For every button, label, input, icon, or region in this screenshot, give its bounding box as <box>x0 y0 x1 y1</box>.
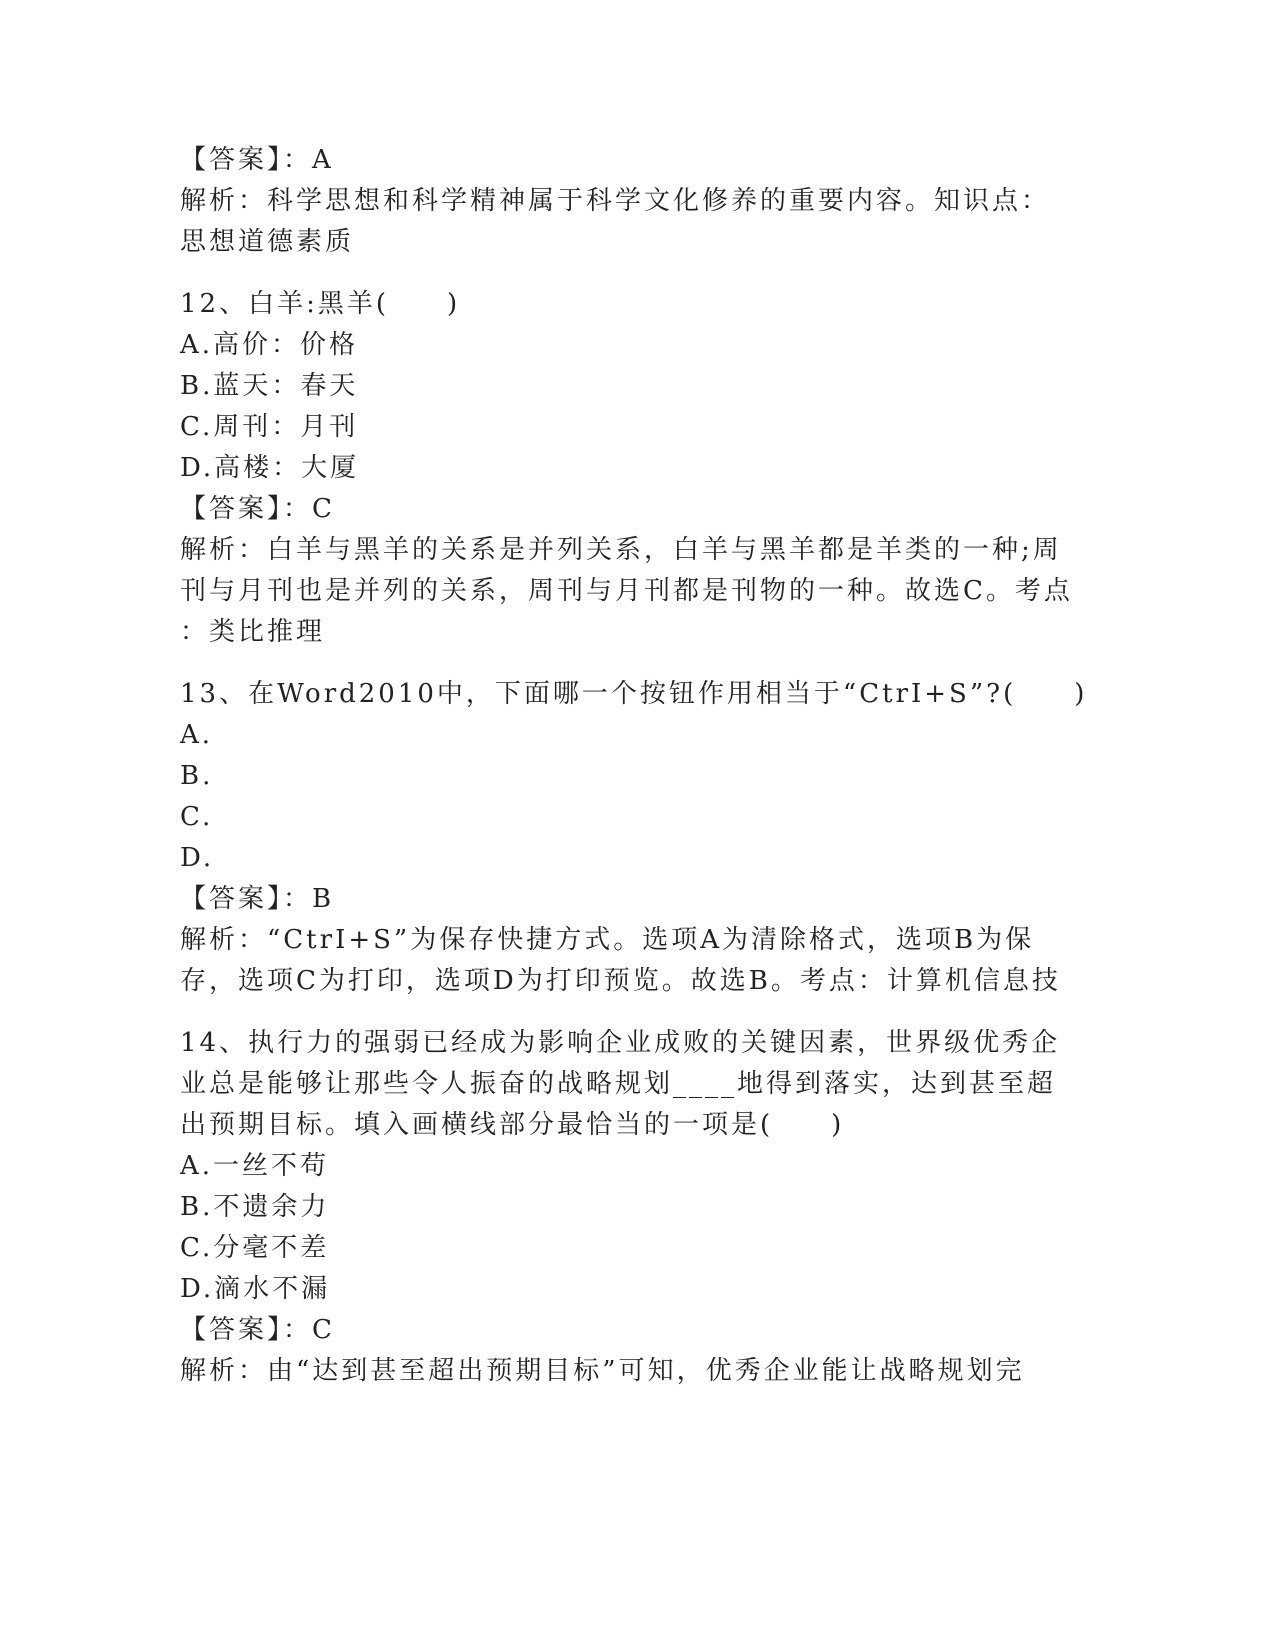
question-14 <box>180 1023 1080 1392</box>
analysis-line: 解析：白羊与黑羊的关系是并列关系，白羊与黑羊都是羊类的一种;周 <box>180 535 1062 565</box>
option-a: A. <box>180 720 214 750</box>
option-d: D.高楼：大厦 <box>180 453 360 483</box>
analysis-line: 刊与月刊也是并列的关系，周刊与月刊都是刊物的一种。故选C。考点 <box>180 576 1073 606</box>
option-c: C.周刊：月刊 <box>180 412 359 442</box>
question-text: 14、执行力的强弱已经成为影响企业成败的关键因素，世界级优秀企 <box>180 1028 1061 1058</box>
answer-line: 【答案】：C <box>180 1315 335 1345</box>
question-text: 出预期目标。填入画横线部分最恰当的一项是( ) <box>180 1110 845 1140</box>
answer-line: 【答案】：B <box>180 884 335 914</box>
option-a: A.一丝不苟 <box>180 1151 330 1181</box>
question-12 <box>180 284 1080 653</box>
analysis-line: 解析：科学思想和科学精神属于科学文化修养的重要内容。知识点： <box>180 186 1051 216</box>
option-b: B. <box>180 761 214 791</box>
question-text: 13、在Word2010中，下面哪一个按钮作用相当于“CtrI+S”?( ) <box>180 679 1088 709</box>
option-c: C. <box>180 802 214 832</box>
prev-question-block <box>180 140 1080 263</box>
question-13 <box>180 674 1088 1002</box>
analysis-line: 解析：“CtrI+S”为保存快捷方式。选项A为清除格式，选项B为保 <box>180 925 1035 955</box>
question-text: 12、白羊:黑羊( ) <box>180 289 461 319</box>
option-d: D.滴水不漏 <box>180 1274 331 1304</box>
option-c: C.分毫不差 <box>180 1233 330 1263</box>
option-d: D. <box>180 843 215 873</box>
answer-line: 【答案】：C <box>180 494 335 524</box>
option-b: B.不遗余力 <box>180 1192 330 1222</box>
option-a: A.高价：价格 <box>180 330 359 360</box>
analysis-line: 解析：由“达到甚至超出预期目标”可知，优秀企业能让战略规划完 <box>180 1356 1025 1386</box>
option-b: B.蓝天：春天 <box>180 371 359 401</box>
page-content <box>180 140 1088 1392</box>
analysis-line: 思想道德素质 <box>180 227 355 257</box>
question-text: 业总是能够让那些令人振奋的战略规划____地得到落实，达到甚至超 <box>180 1069 1057 1099</box>
analysis-line: ：类比推理 <box>180 617 326 647</box>
analysis-line: 存，选项C为打印，选项D为打印预览。故选B。考点：计算机信息技 <box>180 966 1061 996</box>
answer-line: 【答案】：A <box>180 145 334 175</box>
